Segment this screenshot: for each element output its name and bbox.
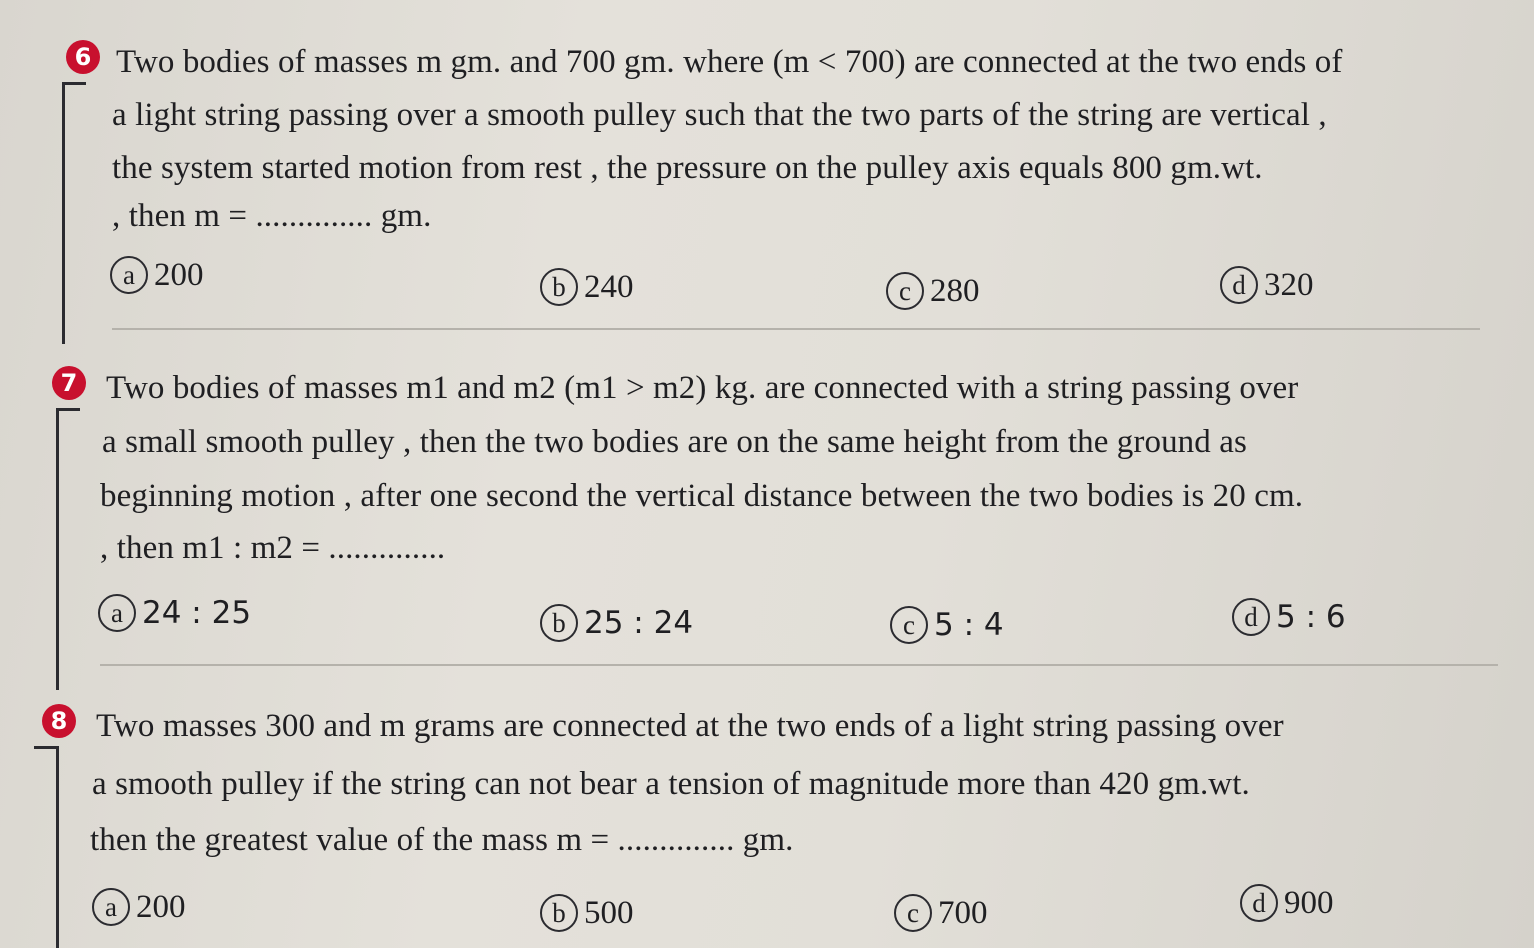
option-a[interactable] xyxy=(92,888,186,926)
question-bracket xyxy=(62,82,65,344)
option-letter-badge: c xyxy=(886,272,924,310)
option-d[interactable] xyxy=(1240,884,1334,922)
section-divider xyxy=(100,664,1498,666)
question-text-line: , then m = .............. gm. xyxy=(112,198,432,234)
option-b[interactable] xyxy=(540,268,634,306)
question-number-badge: 8 xyxy=(42,704,76,738)
question-bracket-hook xyxy=(62,82,86,85)
option-letter-badge: a xyxy=(110,256,148,294)
question-text-line: a smooth pulley if the string can not bear a tension of magnitude more than 420 gm.wt. xyxy=(92,766,1250,802)
option-b[interactable] xyxy=(540,894,634,932)
question-number-badge: 7 xyxy=(52,366,86,400)
option-c[interactable] xyxy=(890,606,1004,644)
question-text-line: a small smooth pulley , then the two bodies are on the same height from the ground as xyxy=(102,424,1247,460)
question-number-badge: 6 xyxy=(66,40,100,74)
option-d[interactable] xyxy=(1220,266,1314,304)
option-value: 500 xyxy=(584,894,634,931)
option-value: 320 xyxy=(1264,266,1314,303)
question-text-line: then the greatest value of the mass m = .............. gm. xyxy=(90,822,794,858)
option-value: 5 : 4 xyxy=(934,607,1004,643)
option-d[interactable] xyxy=(1232,598,1346,636)
question-text-line: beginning motion , after one second the vertical distance between the two bodies is 20 cm. xyxy=(100,478,1304,514)
option-value: 25 : 24 xyxy=(584,605,694,641)
option-a[interactable] xyxy=(110,256,204,294)
question-text-line: , then m1 : m2 = .............. xyxy=(100,530,446,566)
option-value: 5 : 6 xyxy=(1276,599,1346,635)
question-text-line: Two bodies of masses m1 and m2 (m1 > m2) kg. are connected with a string passing over xyxy=(106,370,1299,406)
option-b[interactable] xyxy=(540,604,693,642)
question-bracket-hook xyxy=(56,408,80,411)
question-bracket xyxy=(56,408,59,690)
option-a[interactable] xyxy=(98,594,251,632)
question-text-line: Two bodies of masses m gm. and 700 gm. where (m < 700) are connected at the two ends of xyxy=(116,44,1343,80)
option-c[interactable] xyxy=(886,272,980,310)
option-value: 200 xyxy=(136,888,186,925)
option-value: 900 xyxy=(1284,884,1334,921)
question-bracket xyxy=(56,746,59,948)
option-letter-badge: a xyxy=(92,888,130,926)
option-value: 240 xyxy=(584,268,634,305)
option-letter-badge: d xyxy=(1220,266,1258,304)
option-letter-badge: b xyxy=(540,268,578,306)
option-value: 24 : 25 xyxy=(142,595,252,631)
option-value: 280 xyxy=(930,272,980,309)
question-text-line: the system started motion from rest , the pressure on the pulley axis equals 800 gm.wt. xyxy=(112,150,1263,186)
question-bracket-hook xyxy=(34,746,58,749)
option-letter-badge: b xyxy=(540,894,578,932)
option-letter-badge: b xyxy=(540,604,578,642)
option-letter-badge: d xyxy=(1240,884,1278,922)
option-value: 700 xyxy=(938,894,988,931)
option-letter-badge: a xyxy=(98,594,136,632)
option-c[interactable] xyxy=(894,894,988,932)
option-value: 200 xyxy=(154,256,204,293)
option-letter-badge: c xyxy=(894,894,932,932)
section-divider xyxy=(112,328,1480,330)
question-text-line: a light string passing over a smooth pulley such that the two parts of the string are vertical , xyxy=(112,97,1327,133)
option-letter-badge: c xyxy=(890,606,928,644)
question-text-line: Two masses 300 and m grams are connected at the two ends of a light string passing over xyxy=(96,708,1284,744)
option-letter-badge: d xyxy=(1232,598,1270,636)
